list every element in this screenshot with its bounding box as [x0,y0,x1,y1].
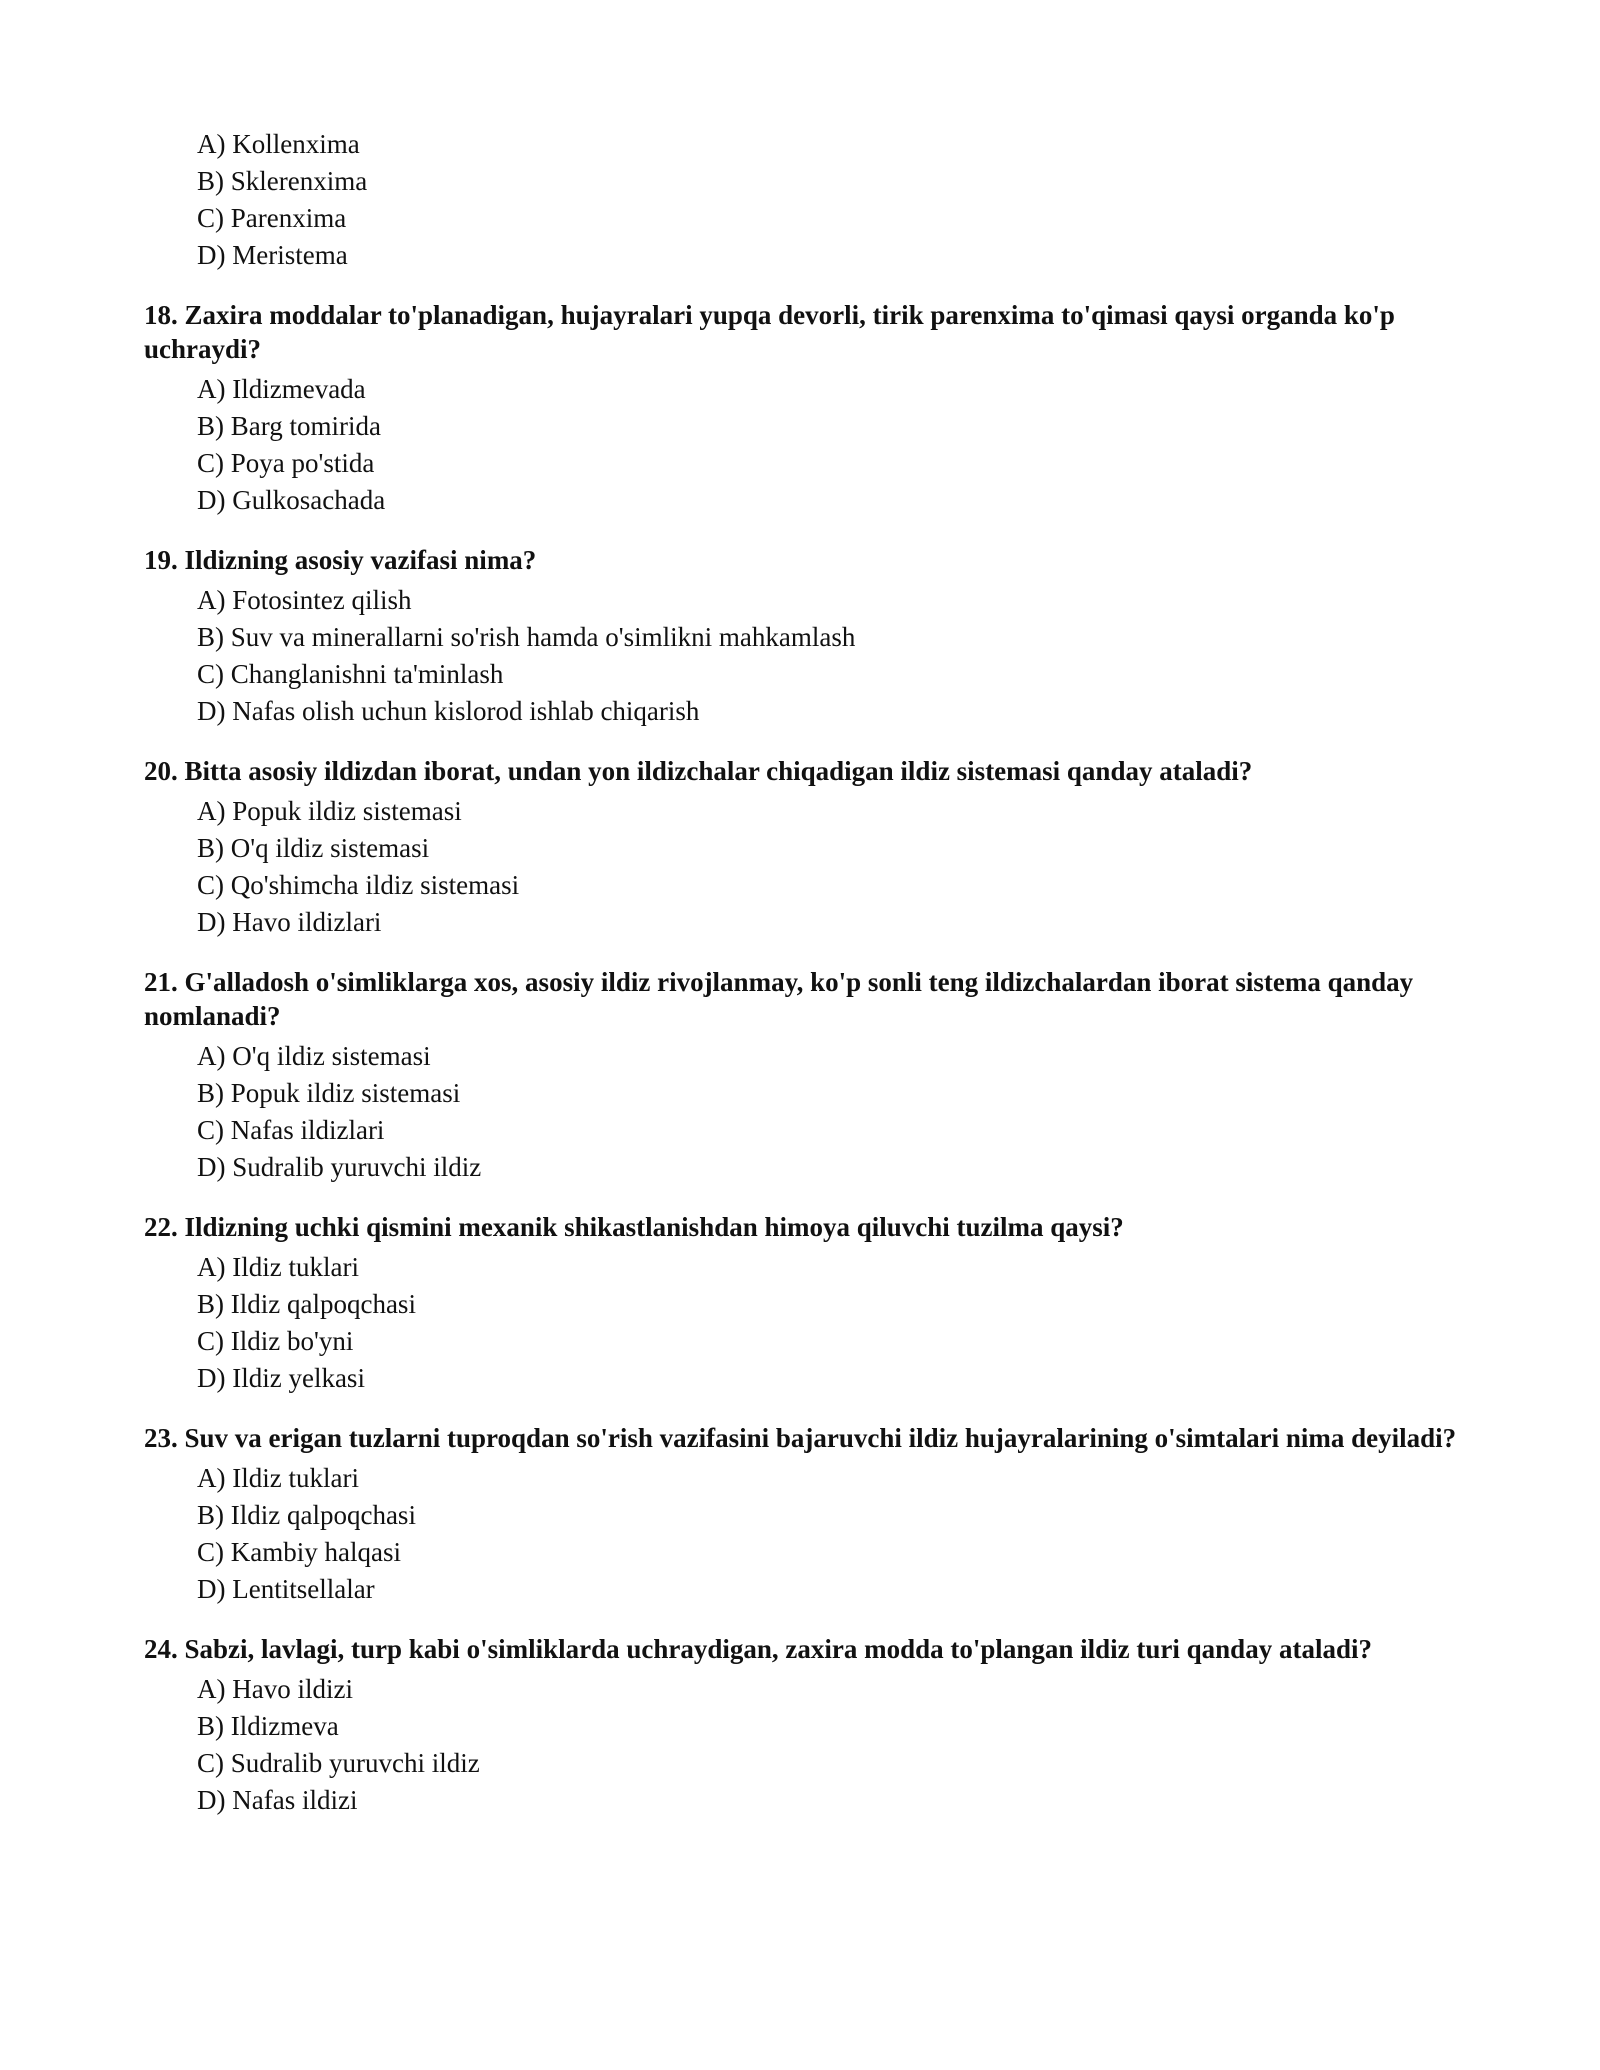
option-list [144,793,1474,941]
option: B) Ildiz qalpoqchasi [197,1289,416,1319]
option: D) Havo ildizlari [197,907,382,937]
option: C) Nafas ildizlari [197,1115,385,1145]
question-22 [144,1210,1474,1397]
leading-options [144,126,1474,274]
question-23 [144,1421,1474,1608]
option: A) Kollenxima [197,129,360,159]
option-list [144,582,1474,730]
option-list [144,1671,1474,1819]
option: A) Fotosintez qilish [197,585,412,615]
question-24 [144,1632,1474,1819]
question-text: 20. Bitta asosiy ildizdan iborat, undan yon ildizchalar chiqadigan ildiz sistemasi qanday ataladi? [144,756,1253,786]
option-list [144,1460,1474,1608]
option: D) Meristema [197,240,348,270]
document-page [144,126,1474,1819]
question-text: 18. Zaxira moddalar to'planadigan, hujayralari yupqa devorli, tirik parenxima to'qimasi qaysi organda ko'p uchraydi? [144,300,1395,364]
option: D) Gulkosachada [197,485,386,515]
option: C) Ildiz bo'yni [197,1326,354,1356]
option-list [144,371,1474,519]
question-21 [144,965,1474,1186]
question-18 [144,298,1474,519]
option-list [144,1249,1474,1397]
option: C) Parenxima [197,203,347,233]
option: A) Ildiz tuklari [197,1463,359,1493]
option: C) Poya po'stida [197,448,375,478]
option: D) Lentitsellalar [197,1574,375,1604]
option: D) Ildiz yelkasi [197,1363,365,1393]
option-list [144,1038,1474,1186]
question-20 [144,754,1474,941]
option: C) Qo'shimcha ildiz sistemasi [197,870,520,900]
option: A) Ildizmevada [197,374,366,404]
option: B) Suv va minerallarni so'rish hamda o'simlikni mahkamlash [197,622,856,652]
option: A) O'q ildiz sistemasi [197,1041,431,1071]
option: D) Sudralib yuruvchi ildiz [197,1152,482,1182]
option: D) Nafas ildizi [197,1785,358,1815]
option: C) Changlanishni ta'minlash [197,659,504,689]
question-text: 19. Ildizning asosiy vazifasi nima? [144,545,537,575]
option: B) Ildizmeva [197,1711,339,1741]
option: B) Popuk ildiz sistemasi [197,1078,461,1108]
option: B) O'q ildiz sistemasi [197,833,430,863]
option: A) Popuk ildiz sistemasi [197,796,462,826]
option: A) Havo ildizi [197,1674,353,1704]
question-text: 24. Sabzi, lavlagi, turp kabi o'simliklarda uchraydigan, zaxira modda to'plangan ildiz turi qanday ataladi? [144,1634,1372,1664]
option: C) Kambiy halqasi [197,1537,401,1567]
option: A) Ildiz tuklari [197,1252,359,1282]
question-19 [144,543,1474,730]
question-text: 21. G'alladosh o'simliklarga xos, asosiy ildiz rivojlanmay, ko'p sonli teng ildizchalardan iborat sistema qanday nomlanadi? [144,967,1414,1031]
option: B) Sklerenxima [197,166,368,196]
option: C) Sudralib yuruvchi ildiz [197,1748,480,1778]
option: B) Barg tomirida [197,411,381,441]
question-text: 22. Ildizning uchki qismini mexanik shikastlanishdan himoya qiluvchi tuzilma qaysi? [144,1212,1124,1242]
option: D) Nafas olish uchun kislorod ishlab chiqarish [197,696,700,726]
question-text: 23. Suv va erigan tuzlarni tuproqdan so'rish vazifasini bajaruvchi ildiz hujayralarining o'simtalari nima deyiladi? [144,1423,1457,1453]
option: B) Ildiz qalpoqchasi [197,1500,416,1530]
